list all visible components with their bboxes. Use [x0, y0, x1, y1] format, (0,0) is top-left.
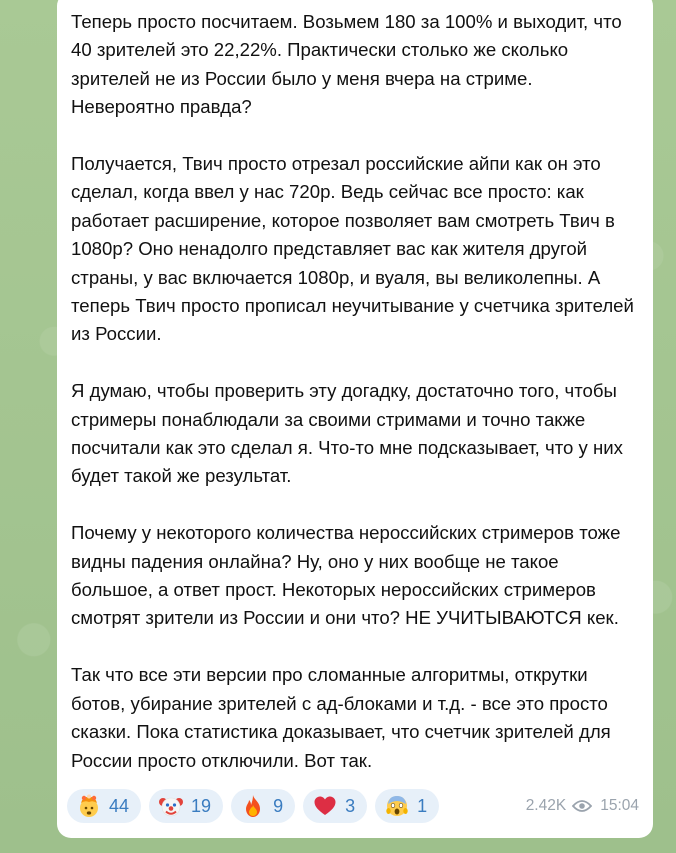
reaction-count: 44 [109, 795, 130, 816]
reaction-count: 1 [417, 795, 428, 816]
message-time: 15:04 [600, 797, 639, 814]
reaction-scream[interactable] [375, 789, 439, 823]
message-paragraph-5: Так что все эти версии про сломанные алгоритмы, открутки ботов, убирание зрителей с ад-блоками и т.д. - все это просто сказки. Пока статистика доказывает, что счетчик зрителей для России просто отключили. Вот так. [71, 664, 611, 771]
reaction-exploding-head[interactable] [67, 789, 141, 823]
reaction-clown[interactable] [149, 789, 223, 823]
views-count: 2.42K [525, 797, 567, 814]
reactions-bar [67, 789, 439, 823]
message-text [71, 8, 639, 775]
reaction-count: 3 [345, 795, 356, 816]
eye-icon [572, 799, 592, 813]
exploding-head-icon [77, 794, 101, 818]
reaction-count: 9 [273, 795, 284, 816]
message-paragraph-1: Теперь просто посчитаем. Возьмем 180 за 100% и выходит, что 40 зрителей это 22,22%. Практически столько же сколько зрителей не из России было у меня вчера на стриме. Невероятно правда? [71, 11, 622, 118]
message-footer [67, 788, 643, 824]
message-paragraph-3: Я думаю, чтобы проверить эту догадку, достаточно того, чтобы стримеры понаблюдали за своими стримами и точно также посчитали как это сделал я. Что-то мне подсказывает, что у них будет такой же результат. [71, 380, 623, 487]
screaming-face-icon [385, 794, 409, 818]
reaction-count: 19 [191, 795, 212, 816]
reaction-fire[interactable] [231, 789, 295, 823]
fire-icon [241, 794, 265, 818]
message-meta [526, 797, 643, 815]
clown-face-icon [159, 794, 183, 818]
message-paragraph-2: Получается, Твич просто отрезал российские айпи как он это сделал, когда ввел у нас 720р. Ведь сейчас все просто: как работает расширение, которое позволяет вам смотреть Твич в 1080р? Оно ненадолго представляет вас как жителя другой страны, у вас включается 1080р, и вуаля, вы великолепны. А теперь Твич просто прописал неучитывание у счетчика зрителей из России. [71, 153, 634, 345]
message-bubble [57, 0, 653, 838]
message-paragraph-4: Почему у некоторого количества нероссийских стримеров тоже видны падения онлайна? Ну, оно у них вообще не такое большое, а ответ прост. Некоторых нероссийских стримеров смотрят зрители из России и они что? НЕ УЧИТЫВАЮТСЯ кек. [71, 522, 621, 629]
reaction-heart[interactable] [303, 789, 367, 823]
red-heart-icon [313, 794, 337, 818]
